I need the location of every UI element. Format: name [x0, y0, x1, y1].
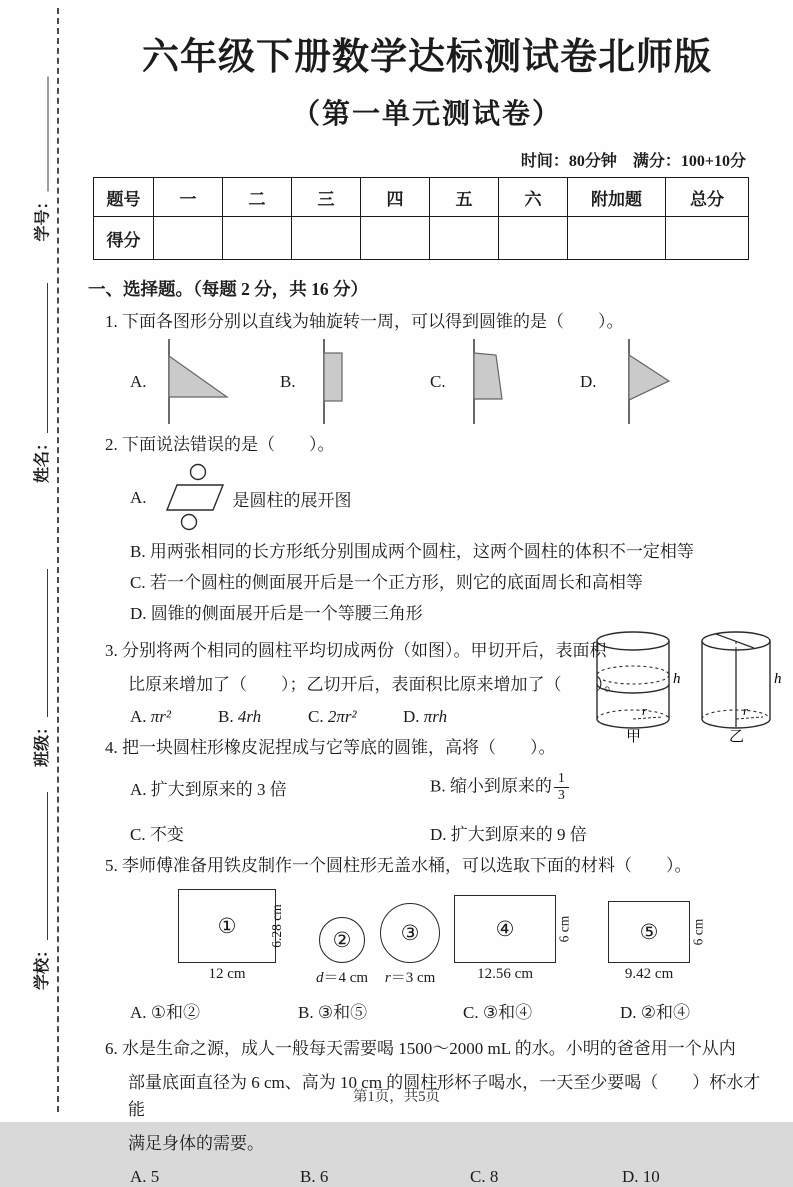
- cylinders-cut-figure: [588, 627, 788, 745]
- q2-option-a: [130, 462, 768, 534]
- school-label: 学校：: [33, 941, 51, 990]
- material-1-badge: ①: [217, 913, 237, 938]
- score-cell[interactable]: [430, 217, 499, 260]
- score-cell[interactable]: [361, 217, 430, 260]
- material-4-width-label: 12.56 cm: [477, 966, 533, 983]
- question-2-text: 2. 下面说法错误的是（ ）。: [105, 435, 335, 454]
- question-1-figures: [130, 339, 768, 424]
- q6-option-d: D. 10: [622, 1167, 660, 1187]
- score-table-header-row: [94, 178, 749, 217]
- q4-option-b: B. 缩小到原来的 $\frac{1}{3}$: [430, 771, 768, 804]
- page-title: 六年级下册数学达标测试卷北师版: [142, 37, 712, 78]
- q2-option-d: D. 圆锥的侧面展开后是一个等腰三角形: [130, 604, 423, 623]
- q1-option-c-label: C.: [430, 371, 446, 391]
- score-cell[interactable]: [666, 217, 749, 260]
- student-id-blank[interactable]: [33, 77, 49, 192]
- seal-dashed-line: [57, 8, 59, 1112]
- student-id-label: 学号：: [34, 193, 51, 242]
- q2-option-c: C. 若一个圆柱的侧面展开后是一个正方形，则它的底面周长和高相等: [130, 573, 643, 592]
- question-4-options: [130, 771, 768, 845]
- score-table-header: 题号: [94, 178, 154, 217]
- score-cell[interactable]: [292, 217, 361, 260]
- triangle-on-axis-figure: [601, 339, 681, 424]
- score-table-header: 三: [292, 178, 361, 217]
- score-table-header: 附加题: [568, 178, 666, 217]
- rect-shape-4: [454, 895, 572, 963]
- rect-shape-1: [178, 889, 284, 963]
- page-number: 第1页，共5页: [353, 1089, 440, 1105]
- q3-option-a-formula: πr²: [150, 707, 172, 726]
- q6-option-c: C. 8: [470, 1167, 499, 1187]
- material-4-rectangle: [454, 895, 572, 986]
- score-table-header: 总分: [666, 178, 749, 217]
- q5-option-a: A. ①和②: [130, 1003, 201, 1023]
- class-blank[interactable]: [32, 569, 48, 717]
- material-5-badge: ⑤: [639, 919, 659, 944]
- score-cell[interactable]: [223, 217, 292, 260]
- circle-shape-3: [380, 903, 440, 963]
- q5-option-c: C. ③和④: [463, 1003, 533, 1023]
- student-name-label: 姓名：: [33, 434, 51, 483]
- q2-option-b: B. 用两张相同的长方形纸分别围成两个圆柱，这两个圆柱的体积不一定相等: [130, 542, 694, 561]
- material-4-height-label: 6 cm: [556, 915, 572, 943]
- material-4-badge: ④: [495, 916, 515, 941]
- q3-option-c-formula: 2πr²: [327, 707, 357, 726]
- material-3-radius-label: r＝3 cm: [384, 970, 436, 987]
- time-score-info: 时间：80分钟 满分：100+10分: [520, 153, 746, 170]
- yi-height-label: h: [774, 671, 782, 687]
- q3-option-d-formula: πrh: [423, 707, 448, 726]
- q3-option-c: C. 2πr²: [308, 707, 357, 726]
- q3-option-b: B. 4rh: [218, 707, 262, 726]
- rectangle-on-axis-figure: [300, 339, 370, 424]
- material-5-rectangle: [608, 901, 706, 986]
- q4-option-a: A. 扩大到原来的 3 倍: [130, 780, 287, 800]
- question-3-line2: 比原来增加了（ ）；乙切开后，表面积比原来增加了（ ）。: [128, 675, 621, 694]
- score-row-label: 得分: [94, 217, 154, 260]
- question-1-text: 1. 下面各图形分别以直线为轴旋转一周，可以得到圆锥的是（ ）。: [105, 312, 624, 331]
- yi-radius-label: r: [743, 703, 749, 718]
- material-1-rectangle: [178, 889, 284, 986]
- score-table-header: 五: [430, 178, 499, 217]
- q1-option-d: [580, 339, 730, 424]
- one-third-fraction: $\frac{1}{3}$: [554, 771, 569, 804]
- question-3-line1: 3. 分别将两个相同的圆柱平均切成两份（如图）。甲切开后，表面积: [105, 641, 607, 660]
- q1-option-d-label: D.: [580, 371, 597, 391]
- jia-radius-label: r: [642, 703, 648, 718]
- score-cell[interactable]: [499, 217, 568, 260]
- score-table-header: 二: [223, 178, 292, 217]
- student-id-field: [28, 77, 54, 242]
- material-3-badge: ③: [400, 920, 420, 945]
- section-heading: 一、选择题。（每题 2 分，共 16 分）: [88, 279, 368, 299]
- main-content: [86, 0, 782, 1187]
- cylinder-net-figure: [155, 462, 231, 534]
- q5-option-d: D. ②和④: [620, 1003, 691, 1023]
- question-5-options: [130, 998, 768, 1023]
- q1-option-a-label: A.: [130, 371, 147, 391]
- question-6-options: [130, 1167, 768, 1187]
- q3-option-b-formula: 4rh: [237, 707, 262, 726]
- right-triangle-on-axis-figure: [151, 339, 246, 424]
- material-2-diameter-label: d＝4 cm: [316, 970, 369, 987]
- question-5-text: 5. 李师傅准备用铁皮制作一个圆柱形无盖水桶，可以选取下面的材料（ ）。: [105, 856, 692, 876]
- q3-option-a: A. πr²: [130, 707, 172, 726]
- class-field: [27, 569, 53, 767]
- q2-option-a-label: A.: [130, 488, 147, 507]
- cylinder-yi-label: 乙: [729, 729, 745, 745]
- student-name-field: [27, 283, 53, 483]
- q3-option-d: D. πrh: [403, 707, 448, 726]
- question-6-line1: 6. 水是生命之源，成人一般每天需要喝 1500～2000 mL 的水。小明的爸爸用一个从内: [105, 1039, 736, 1059]
- question-4-text: 4. 把一块圆柱形橡皮泥捏成与它等底的圆锥，高将（ ）。: [105, 738, 556, 757]
- score-cell[interactable]: [568, 217, 666, 260]
- q6-option-b: B. 6: [300, 1167, 329, 1187]
- school-field: [27, 792, 53, 990]
- q6-option-a: A. 5: [130, 1167, 160, 1187]
- q1-option-b-label: B.: [280, 371, 296, 391]
- score-cell[interactable]: [154, 217, 223, 260]
- circle-shape-2: [319, 917, 365, 963]
- q1-option-a: [130, 339, 280, 424]
- cylinder-jia-label: 甲: [626, 729, 642, 745]
- question-3: [86, 637, 782, 745]
- jia-height-label: h: [673, 671, 681, 687]
- score-row: [94, 217, 749, 260]
- q5-option-b: B. ③和⑤: [298, 1003, 368, 1023]
- trapezoid-on-axis-figure: [450, 339, 525, 424]
- q1-option-b: [280, 339, 430, 424]
- material-5-width-label: 9.42 cm: [624, 966, 674, 983]
- q2-option-a-text: 是圆柱的展开图: [232, 490, 352, 510]
- student-name-blank[interactable]: [32, 283, 48, 433]
- material-3-circle: [380, 903, 440, 986]
- material-2-circle: [316, 917, 368, 986]
- material-1-width-label: 12 cm: [208, 966, 246, 983]
- school-blank[interactable]: [32, 792, 48, 940]
- page-subtitle: （第一单元测试卷）: [291, 99, 562, 130]
- score-table-header: 六: [499, 178, 568, 217]
- rect-shape-5: [608, 901, 706, 963]
- score-table: [93, 177, 749, 260]
- q4-option-c: C. 不变: [130, 825, 184, 845]
- score-table-header: 一: [154, 178, 223, 217]
- question-6-line2: 部量底面直径为 6 cm、高为 10 cm 的圆柱形杯子喝水，一天至少要喝（ ）杯水才能: [128, 1073, 761, 1120]
- q4-option-d: D. 扩大到原来的 9 倍: [430, 825, 587, 845]
- material-2-badge: ②: [332, 927, 352, 952]
- class-label: 班级：: [33, 718, 51, 767]
- score-table-header: 四: [361, 178, 430, 217]
- material-5-height-label: 6 cm: [690, 918, 706, 946]
- question-5-figures: [178, 889, 768, 986]
- material-1-height-label: 6.28 cm: [268, 904, 284, 948]
- question-6-line3: 满足身体的需要。: [128, 1134, 264, 1154]
- q1-option-c: [430, 339, 580, 424]
